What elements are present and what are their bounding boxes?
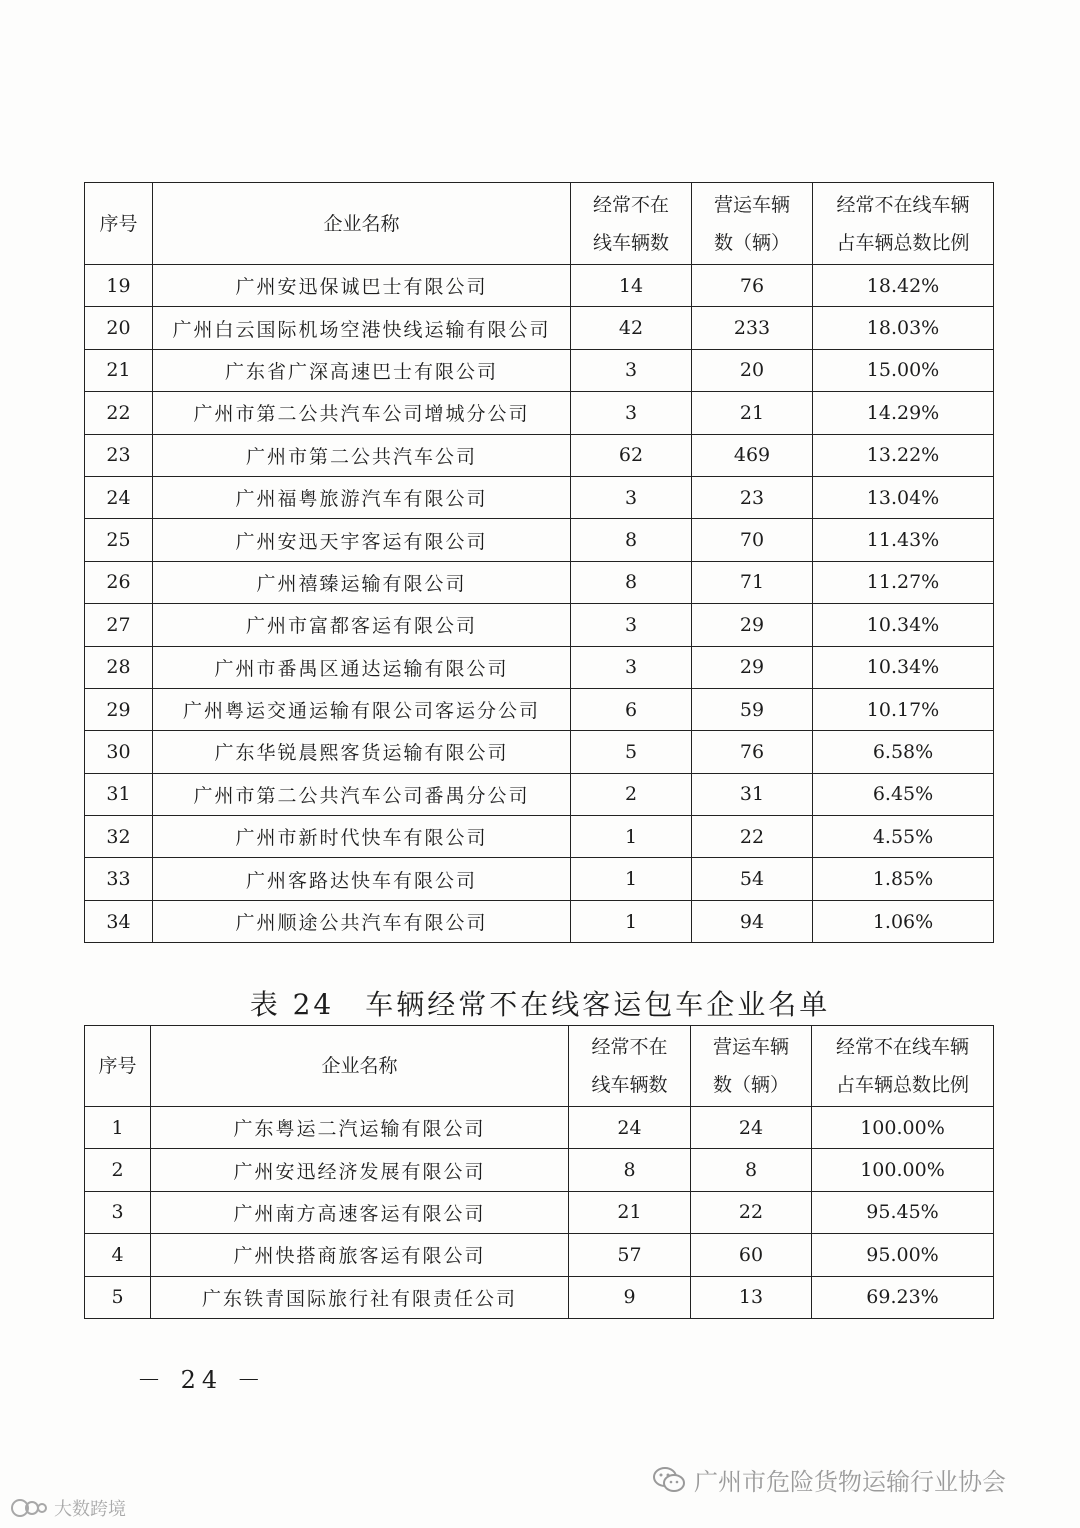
cell-vehicle-count: 31 [692, 773, 813, 815]
cell-company-name: 广州市第二公共汽车公司增城分公司 [153, 392, 571, 434]
cell-vehicle-count: 24 [691, 1107, 812, 1149]
table-row [85, 900, 994, 942]
cell-company-name: 广东铁青国际旅行社有限责任公司 [151, 1276, 569, 1318]
cell-ratio: 14.29% [813, 392, 994, 434]
cell-offline-count: 24 [569, 1107, 691, 1149]
cell-ratio: 69.23% [812, 1276, 994, 1318]
table-row [85, 265, 994, 307]
table-row [85, 858, 994, 900]
cell-seq: 32 [85, 816, 153, 858]
cell-seq: 22 [85, 392, 153, 434]
cell-offline-count: 8 [571, 561, 692, 603]
cell-seq: 21 [85, 349, 153, 391]
table-row [85, 349, 994, 391]
cell-company-name: 广州市富都客运有限公司 [153, 604, 571, 646]
table-row [85, 604, 994, 646]
cell-vehicle-count: 22 [691, 1191, 812, 1233]
header-name: 企业名称 [151, 1026, 569, 1107]
header-seq: 序号 [85, 183, 153, 265]
cell-company-name: 广州市番禺区通达运输有限公司 [153, 646, 571, 688]
cell-seq: 31 [85, 773, 153, 815]
cell-ratio: 10.34% [813, 646, 994, 688]
header-offline: 经常不在 线车辆数 [571, 183, 692, 265]
cell-offline-count: 6 [571, 688, 692, 730]
cell-seq: 2 [85, 1149, 151, 1191]
cell-ratio: 100.00% [812, 1107, 994, 1149]
cell-seq: 3 [85, 1191, 151, 1233]
cell-seq: 27 [85, 604, 153, 646]
cell-vehicle-count: 76 [692, 265, 813, 307]
cell-seq: 23 [85, 434, 153, 476]
cell-seq: 24 [85, 476, 153, 518]
cell-offline-count: 1 [571, 816, 692, 858]
cell-company-name: 广州南方高速客运有限公司 [151, 1191, 569, 1233]
cell-ratio: 95.45% [812, 1191, 994, 1233]
cell-offline-count: 9 [569, 1276, 691, 1318]
wechat-watermark [652, 1462, 1006, 1497]
cell-offline-count: 14 [571, 265, 692, 307]
table-row [85, 392, 994, 434]
cell-offline-count: 3 [571, 392, 692, 434]
cell-company-name: 广州粤运交通运输有限公司客运分公司 [153, 688, 571, 730]
table-row [85, 731, 994, 773]
cell-offline-count: 3 [571, 604, 692, 646]
cell-ratio: 100.00% [812, 1149, 994, 1191]
cell-vehicle-count: 94 [692, 900, 813, 942]
cell-company-name: 广州安迅保诚巴士有限公司 [153, 265, 571, 307]
table-row [85, 1149, 994, 1191]
header-vehicles: 营运车辆 数（辆） [692, 183, 813, 265]
cell-ratio: 1.85% [813, 858, 994, 900]
cell-company-name: 广州市第二公共汽车公司 [153, 434, 571, 476]
cell-offline-count: 3 [571, 349, 692, 391]
cell-ratio: 6.58% [813, 731, 994, 773]
table-row [85, 307, 994, 349]
cell-seq: 33 [85, 858, 153, 900]
enterprise-table-continued [84, 182, 994, 943]
cell-vehicle-count: 71 [692, 561, 813, 603]
header-ratio: 经常不在线车辆 占车辆总数比例 [813, 183, 994, 265]
cell-ratio: 11.43% [813, 519, 994, 561]
cell-vehicle-count: 20 [692, 349, 813, 391]
table-header-row [85, 183, 994, 265]
cell-company-name: 广州市新时代快车有限公司 [153, 816, 571, 858]
cell-seq: 28 [85, 646, 153, 688]
table-header-row [85, 1026, 994, 1107]
cell-vehicle-count: 54 [692, 858, 813, 900]
cell-offline-count: 5 [571, 731, 692, 773]
cell-company-name: 广州福粤旅游汽车有限公司 [153, 476, 571, 518]
cell-offline-count: 62 [571, 434, 692, 476]
cell-company-name: 广州安迅天宇客运有限公司 [153, 519, 571, 561]
cell-company-name: 广东华锐晨熙客货运输有限公司 [153, 731, 571, 773]
cell-ratio: 6.45% [813, 773, 994, 815]
cell-company-name: 广州安迅经济发展有限公司 [151, 1149, 569, 1191]
table-row [85, 646, 994, 688]
cell-vehicle-count: 22 [692, 816, 813, 858]
cell-company-name: 广东省广深高速巴士有限公司 [153, 349, 571, 391]
cell-seq: 19 [85, 265, 153, 307]
cell-seq: 29 [85, 688, 153, 730]
cell-offline-count: 3 [571, 646, 692, 688]
cell-company-name: 广州市第二公共汽车公司番禺分公司 [153, 773, 571, 815]
cell-ratio: 18.03% [813, 307, 994, 349]
table-row [85, 1234, 994, 1276]
cell-vehicle-count: 233 [692, 307, 813, 349]
cell-seq: 30 [85, 731, 153, 773]
cell-vehicle-count: 29 [692, 604, 813, 646]
cell-vehicle-count: 76 [692, 731, 813, 773]
table-24-title: 表 24 车辆经常不在线客运包车企业名单 [249, 988, 831, 1021]
cell-vehicle-count: 29 [692, 646, 813, 688]
table-row [85, 816, 994, 858]
cell-vehicle-count: 8 [691, 1149, 812, 1191]
cell-company-name: 广州顺途公共汽车有限公司 [153, 900, 571, 942]
cell-company-name: 广州白云国际机场空港快线运输有限公司 [153, 307, 571, 349]
cell-company-name: 广东粤运二汽运输有限公司 [151, 1107, 569, 1149]
cell-vehicle-count: 70 [692, 519, 813, 561]
cell-offline-count: 1 [571, 900, 692, 942]
table-row [85, 434, 994, 476]
cell-seq: 34 [85, 900, 153, 942]
charter-enterprise-table [84, 1025, 994, 1319]
page-number: － 24 － [137, 1366, 267, 1394]
cell-seq: 4 [85, 1234, 151, 1276]
cell-vehicle-count: 13 [691, 1276, 812, 1318]
cell-offline-count: 57 [569, 1234, 691, 1276]
cell-company-name: 广州快搭商旅客运有限公司 [151, 1234, 569, 1276]
table-row [85, 476, 994, 518]
cell-vehicle-count: 60 [691, 1234, 812, 1276]
header-seq: 序号 [85, 1026, 151, 1107]
cell-offline-count: 42 [571, 307, 692, 349]
cell-offline-count: 2 [571, 773, 692, 815]
cell-offline-count: 8 [571, 519, 692, 561]
header-vehicles: 营运车辆 数（辆） [691, 1026, 812, 1107]
cell-offline-count: 3 [571, 476, 692, 518]
cell-seq: 20 [85, 307, 153, 349]
header-ratio: 经常不在线车辆 占车辆总数比例 [812, 1026, 994, 1107]
cell-vehicle-count: 469 [692, 434, 813, 476]
cell-seq: 25 [85, 519, 153, 561]
logo-icon [10, 1497, 50, 1519]
header-name: 企业名称 [153, 183, 571, 265]
table-row [85, 561, 994, 603]
cell-vehicle-count: 23 [692, 476, 813, 518]
header-offline: 经常不在 线车辆数 [569, 1026, 691, 1107]
wechat-icon [652, 1466, 686, 1494]
table-row [85, 1191, 994, 1233]
cell-vehicle-count: 59 [692, 688, 813, 730]
cell-ratio: 13.22% [813, 434, 994, 476]
cell-offline-count: 21 [569, 1191, 691, 1233]
cell-ratio: 4.55% [813, 816, 994, 858]
cell-ratio: 95.00% [812, 1234, 994, 1276]
cell-ratio: 18.42% [813, 265, 994, 307]
cell-seq: 5 [85, 1276, 151, 1318]
cell-company-name: 广州禧臻运输有限公司 [153, 561, 571, 603]
watermark-text: 广州市危险货物运输行业协会 [694, 1468, 1006, 1496]
site-watermark [10, 1495, 126, 1521]
cell-ratio: 15.00% [813, 349, 994, 391]
watermark-text: 大数跨境 [54, 1499, 126, 1520]
cell-seq: 1 [85, 1107, 151, 1149]
cell-ratio: 1.06% [813, 900, 994, 942]
cell-vehicle-count: 21 [692, 392, 813, 434]
cell-offline-count: 1 [571, 858, 692, 900]
cell-ratio: 10.34% [813, 604, 994, 646]
table-row [85, 773, 994, 815]
cell-ratio: 11.27% [813, 561, 994, 603]
cell-offline-count: 8 [569, 1149, 691, 1191]
table-row [85, 1107, 994, 1149]
table-row [85, 688, 994, 730]
cell-company-name: 广州客路达快车有限公司 [153, 858, 571, 900]
table-row [85, 1276, 994, 1318]
table-row [85, 519, 994, 561]
cell-ratio: 10.17% [813, 688, 994, 730]
cell-seq: 26 [85, 561, 153, 603]
cell-ratio: 13.04% [813, 476, 994, 518]
